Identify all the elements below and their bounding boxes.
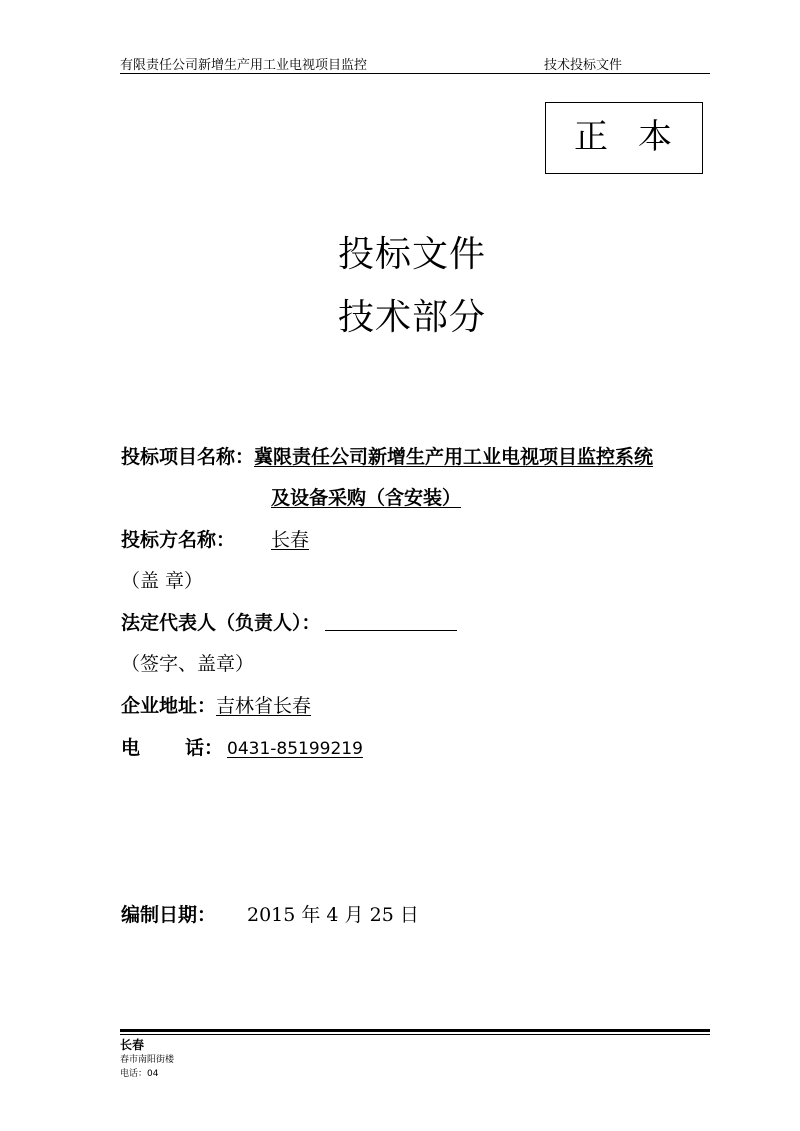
footer-phone: 电话：04 [120,1069,159,1079]
date-label: 编制日期： [121,904,217,926]
seal-note-2: （签字、盖章） [121,653,255,675]
header-doc-type: 技术投标文件 [544,58,623,73]
legal-rep-blank [325,612,457,631]
bidder-value: 长春 [271,529,310,551]
original-copy-box [545,102,703,174]
doc-title-line1: 投标文件 [337,234,486,275]
project-name-value-cont: 及设备采购（含安装） [271,487,462,509]
project-name-row [121,445,653,469]
address-row [121,694,311,718]
phone-row [121,736,363,761]
date-value: 2015 年 4 月 25 日 [247,904,419,926]
legal-rep-label: 法定代表人（负责人）： [121,612,321,634]
seal-note-1: （盖 章） [121,570,204,592]
page-header [120,54,710,72]
header-project-title: 有限责任公司新增生产用工业电视项目监控 [120,58,368,73]
date-row [121,903,419,927]
doc-title-line2: 技术部分 [337,297,486,338]
project-name-label: 投标项目名称： [121,446,255,468]
phone-value: 0431-85199219 [227,739,363,759]
phone-label-part1: 电 [121,737,141,759]
footer-address: 春市南阳街楼 [120,1055,175,1065]
original-copy-label: 正本 [574,117,702,157]
footer-rule-thin [120,1034,710,1035]
bidder-label: 投标方名称： [121,529,236,551]
address-value: 吉林省长春 [216,695,312,717]
phone-label-part2: 话： [185,737,224,759]
bidder-row [121,528,309,552]
header-rule [120,73,710,74]
legal-rep-row [121,611,457,635]
project-name-value: 冀限责任公司新增生产用工业电视项目监控系统 [254,446,654,468]
address-label: 企业地址： [121,695,217,717]
project-name-row-2 [271,486,461,510]
footer-rule-thick [120,1029,710,1032]
phone-label [121,736,227,760]
footer-company: 长春 [120,1038,145,1052]
